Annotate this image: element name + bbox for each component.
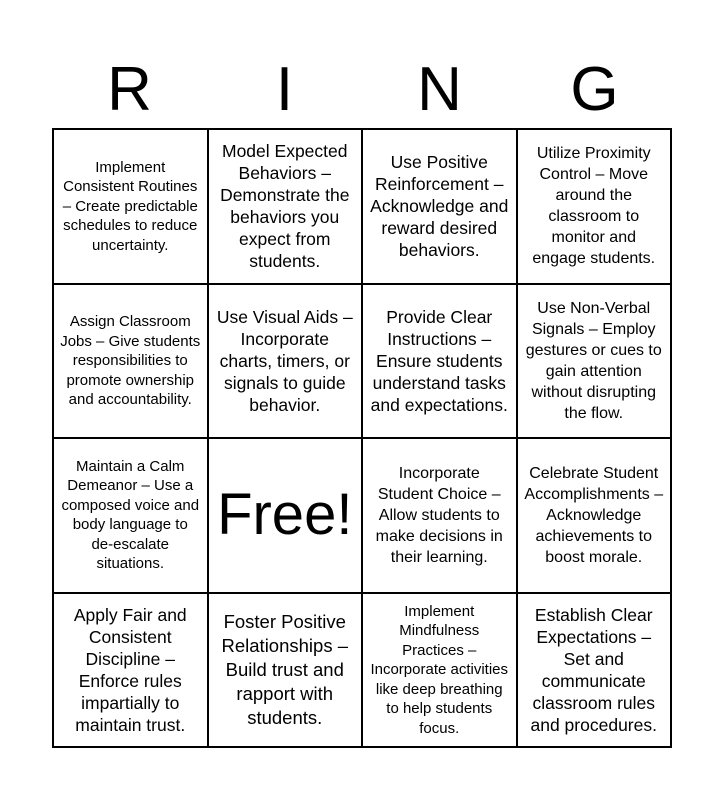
bingo-cell[interactable] <box>518 285 673 440</box>
header-letter-i: I <box>275 55 294 124</box>
bingo-cell[interactable] <box>209 130 364 285</box>
cell-text: Utilize Proximity Control – Move around the classroom to monitor and engage students. <box>532 145 656 268</box>
cell-text: Provide Clear Instructions – Ensure students understand tasks and expectations. <box>370 306 508 415</box>
cell-text: Incorporate Student Choice – Allow students to make decisions in their learning. <box>375 464 503 566</box>
bingo-cell[interactable] <box>518 594 673 749</box>
cell-text: Use Non-Verbal Signals – Employ gestures or cues to gain attention without disrupting the flow. <box>525 299 662 422</box>
bingo-board <box>52 128 672 748</box>
bingo-cell[interactable] <box>518 130 673 285</box>
cell-text: Apply Fair and Consistent Discipline – Enforce rules impartially to maintain trust. <box>73 604 187 735</box>
bingo-cell[interactable] <box>209 285 364 440</box>
bingo-cell[interactable] <box>363 285 518 440</box>
cell-text: Maintain a Calm Demeanor – Use a composed voice and body language to de-escalate situations. <box>61 457 200 573</box>
bingo-cell[interactable] <box>518 439 673 594</box>
cell-text: Establish Clear Expectations – Set and communicate classroom rules and procedures. <box>530 604 657 735</box>
bingo-cell[interactable] <box>363 439 518 594</box>
free-space-cell[interactable] <box>209 439 364 594</box>
bingo-cell[interactable] <box>209 594 364 749</box>
header-letter-n: N <box>417 55 462 124</box>
cell-text: Celebrate Student Accomplishments – Acknowledge achievements to boost morale. <box>524 464 664 566</box>
bingo-cell[interactable] <box>54 285 209 440</box>
bingo-cell[interactable] <box>363 130 518 285</box>
bingo-cell[interactable] <box>54 130 209 285</box>
cell-text: Use Positive Reinforcement – Acknowledge and reward desired behaviors. <box>370 152 509 261</box>
bingo-cell[interactable] <box>363 594 518 749</box>
cell-text: Model Expected Behaviors – Demonstrate the behaviors you expect from students. <box>220 141 350 272</box>
free-space-text: Free! <box>217 482 353 548</box>
header-letter-r: R <box>107 55 152 124</box>
bingo-cell[interactable] <box>54 439 209 594</box>
cell-text: Implement Consistent Routines – Create predictable schedules to reduce uncertainty. <box>62 158 198 254</box>
cell-text: Assign Classroom Jobs – Give students responsibilities to promote ownership and accountability. <box>60 313 201 408</box>
bingo-cell[interactable] <box>54 594 209 749</box>
bingo-header <box>52 52 672 128</box>
cell-text: Implement Mindfulness Practices – Incorporate activities like deep breathing to help students focus. <box>370 602 509 737</box>
cell-text: Use Visual Aids – Incorporate charts, timers, or signals to guide behavior. <box>216 306 353 415</box>
header-letter-g: G <box>570 55 619 124</box>
cell-text: Foster Positive Relationships – Build trust and rapport with students. <box>221 610 348 728</box>
